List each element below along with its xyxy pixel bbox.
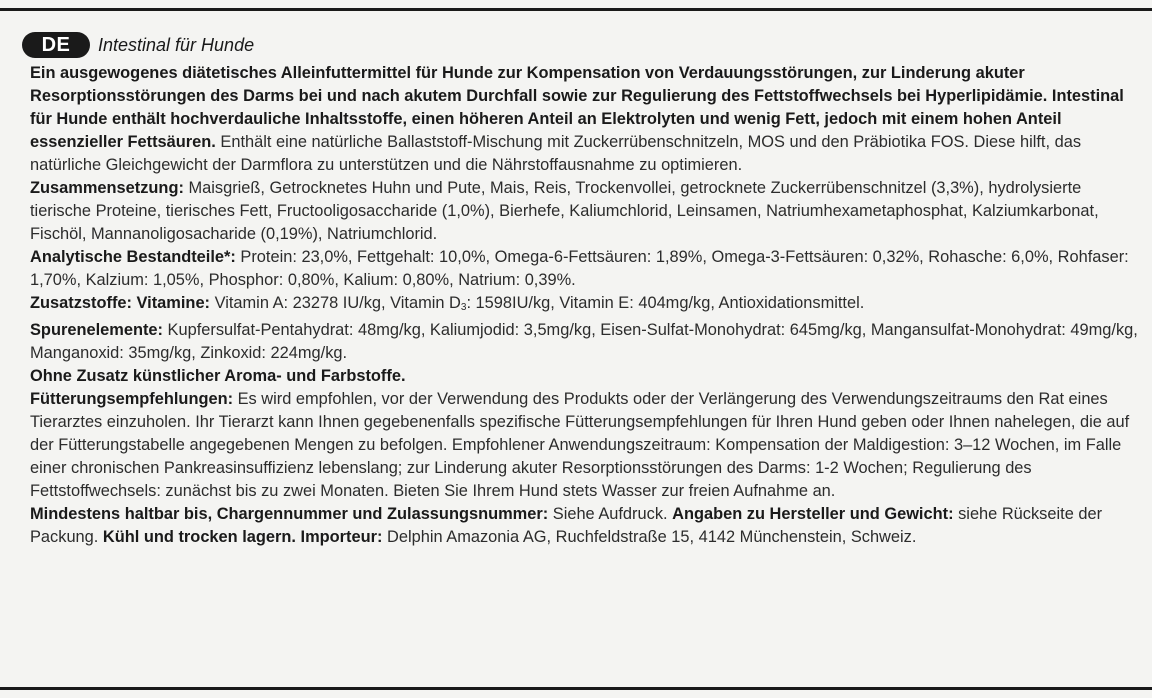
language-badge: DE bbox=[22, 32, 90, 58]
additives-text-b: : 1598IU/kg, Vitamin E: 404mg/kg, Antioxidationsmittel. bbox=[466, 294, 865, 312]
importer-label: Importeur: bbox=[300, 528, 383, 546]
composition-text: Maisgrieß, Getrocknetes Huhn und Pute, Mais, Reis, Trockenvollei, getrocknete Zuckerrübenschnitzel (3,3%), hydrolysierte tierische Proteine, tierisches Fett, Fructooligosaccharide (1,0%), Bierhefe, Kaliumchlorid, Leinsamen, Natriumhexametaphosphat, Kalziumkarbonat, Fischöl, Mannanoligosacharide (0,19%), Natriumchlorid. bbox=[30, 179, 1099, 243]
analytical-text: Protein: 23,0%, Fettgehalt: 10,0%, Omega-6-Fettsäuren: 1,89%, Omega-3-Fettsäuren: 0,32%, Rohasche: 6,0%, Rohfaser: 1,70%, Kalzium: 1,05%, Phosphor: 0,80%, Kalium: 0,80%, Natrium: 0,39%. bbox=[30, 248, 1129, 289]
additives-text-a: Vitamin A: 23278 IU/kg, Vitamin D bbox=[210, 294, 461, 312]
analytical-label: Analytische Bestandteile*: bbox=[30, 248, 236, 266]
top-rule bbox=[0, 8, 1152, 11]
label-header bbox=[22, 31, 254, 59]
feeding-label: Fütterungsempfehlungen: bbox=[30, 390, 234, 408]
intro-bold: Ein ausgewogenes diätetisches Alleinfuttermittel für Hunde zur Kompensation von Verdauungsstörungen, zur Linderung akuter Resorptionsstörungen des Darms bei und nach akutem Durchfall sowie zur Regulierung des Fettstoffwechsels bei Hyperlipidämie. Intestinal für Hunde enthält hochverdauliche Inhaltsstoffe, einen höheren Anteil an Elektrolyten und wenig Fett, jedoch mit einem hohen Anteil essenzieller Fettsäuren. bbox=[30, 64, 1124, 151]
storage-label: Kühl und trocken lagern. bbox=[102, 528, 296, 546]
feeding-paragraph bbox=[30, 388, 1138, 503]
no-additives-label: Ohne Zusatz künstlicher Aroma- und Farbstoffe. bbox=[30, 367, 406, 385]
product-title: Intestinal für Hunde bbox=[98, 34, 255, 55]
trace-elements-label: Spurenelemente: bbox=[30, 321, 163, 339]
feeding-text: Es wird empfohlen, vor der Verwendung des Produkts oder der Verlängerung des Verwendungszeitraums den Rat eines Tierarztes einzuholen. Ihr Tierarzt kann Ihnen gegebenenfalls spezifische Fütterungsempfehlungen für Ihren Hund geben oder Ihnen nahelegen, die auf der Fütterungstabelle angegebenen Mengen zu befolgen. Empfohlener Anwendungszeitraum: Kompensation der Maldigestion: 3–12 Wochen, im Falle einer chronischen Pankreasinsuffizienz lebenslang; zur Linderung akuter Resorptionsstörungen des Darms: 1-2 Wochen; Regulierung des Fettstoffwechsels: zunächst bis zu zwei Monaten. Bieten Sie Ihrem Hund stets Wasser zur freien Aufnahme an. bbox=[30, 390, 1130, 500]
bottom-rule bbox=[0, 687, 1152, 690]
intro-text: Enthält eine natürliche Ballaststoff-Mischung mit Zuckerrübenschnitzeln, MOS und den Präbiotika FOS. Diese hilft, das natürliche Gleichgewicht der Darmflora zu unterstützen und die Nährstoffausnahme zu optimieren. bbox=[30, 133, 1082, 174]
additives-subscript: 3 bbox=[460, 302, 467, 313]
importer-text: Delphin Amazonia AG, Ruchfeldstraße 15, 4142 Münchenstein, Schweiz. bbox=[382, 528, 917, 546]
trace-elements-paragraph bbox=[30, 319, 1138, 365]
analytical-paragraph bbox=[30, 246, 1138, 292]
additives-paragraph bbox=[30, 292, 1138, 319]
best-before-label: Mindestens haltbar bis, Chargennummer und Zulassungsnummer: bbox=[30, 505, 549, 523]
manufacturer-label: Angaben zu Hersteller und Gewicht: bbox=[672, 505, 954, 523]
manufacturer-text: siehe Rückseite der Packung. bbox=[30, 505, 1103, 546]
trace-elements-text: Kupfersulfat-Pentahydrat: 48mg/kg, Kaliumjodid: 3,5mg/kg, Eisen-Sulfat-Monohydrat: 645mg/kg, Mangansulfat-Monohydrat: 49mg/kg, Manganoxid: 35mg/kg, Zinkoxid: 224mg/kg. bbox=[30, 321, 1138, 362]
best-before-text: Siehe Aufdruck. bbox=[548, 505, 673, 523]
label-text bbox=[30, 62, 1138, 549]
footer-info-paragraph bbox=[30, 503, 1138, 549]
additives-label: Zusatzstoffe: Vitamine: bbox=[30, 294, 211, 312]
composition-label: Zusammensetzung: bbox=[30, 179, 184, 197]
intro-paragraph bbox=[30, 62, 1138, 177]
composition-paragraph bbox=[30, 177, 1138, 246]
no-additives-paragraph bbox=[30, 365, 1138, 388]
